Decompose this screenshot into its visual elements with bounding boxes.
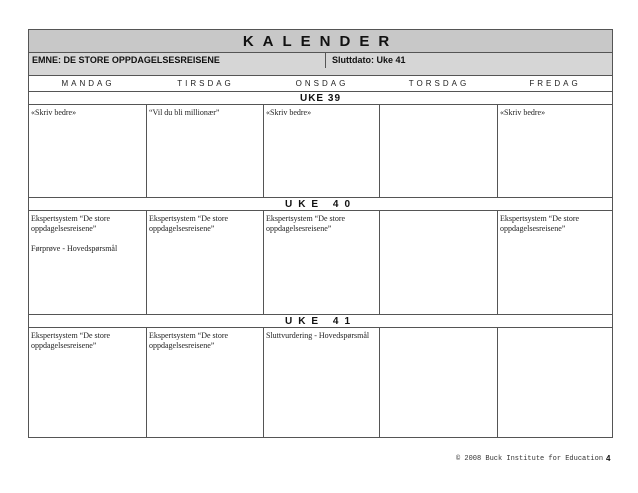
week-row-40 bbox=[29, 211, 612, 315]
week-label-41: UKE 41 bbox=[29, 315, 612, 328]
cell-w40-tuesday: Ekspertsystem “De store oppdagelsesreisene” bbox=[147, 211, 264, 314]
week-row-41 bbox=[29, 328, 612, 437]
cell-w40-friday: Ekspertsystem “De store oppdagelsesreisene” bbox=[500, 214, 580, 233]
calendar-title: KALENDER bbox=[29, 30, 612, 53]
subject-label: EMNE: DE STORE OPPDAGELSESREISENE bbox=[29, 53, 326, 68]
cell-w41-wednesday: Sluttvurdering - Hovedspørsmål bbox=[264, 328, 380, 437]
day-header-wednesday: ONSDAG bbox=[295, 79, 349, 88]
cell-w41-monday: Ekspertsystem “De store oppdagelsesreisene” bbox=[29, 328, 147, 437]
cell-w41-friday bbox=[498, 328, 612, 437]
cell-w40-monday: Ekspertsystem “De store oppdagelsesreisene” Førprøve - Hovedspørsmål bbox=[29, 211, 147, 314]
cell-w41-tuesday: Ekspertsystem “De store oppdagelsesreisene” bbox=[147, 328, 264, 437]
day-header-monday: MANDAG bbox=[61, 79, 115, 88]
cell-w39-monday: «Skriv bedre» bbox=[29, 105, 147, 197]
cell-w41-thursday bbox=[380, 328, 498, 437]
spacer-row bbox=[29, 68, 612, 76]
day-header-friday: FREDAG bbox=[529, 79, 581, 88]
cell-w40-wednesday: Ekspertsystem “De store oppdagelsesreisene” bbox=[264, 211, 380, 314]
cell-w40-monday-extra: Førprøve - Hovedspørsmål bbox=[31, 244, 118, 253]
week-row-39 bbox=[29, 105, 612, 198]
page-number: 4 bbox=[606, 454, 611, 463]
calendar-table bbox=[28, 29, 613, 438]
day-header-tuesday: TIRSDAG bbox=[177, 79, 234, 88]
cell-w39-friday: «Skriv bedre» bbox=[500, 108, 546, 117]
cell-w39-thursday bbox=[380, 105, 498, 197]
weekday-header-row bbox=[29, 76, 612, 92]
deadline-label: Sluttdato: Uke 41 bbox=[326, 53, 612, 68]
cell-w40-thursday bbox=[380, 211, 498, 314]
cell-w39-wednesday: «Skriv bedre» bbox=[264, 105, 380, 197]
subject-bar bbox=[29, 53, 612, 68]
week-label-40: UKE 40 bbox=[29, 198, 612, 211]
week-label-39: UKE 39 bbox=[29, 92, 612, 105]
cell-w39-tuesday: “Vil du bli millionær” bbox=[147, 105, 264, 197]
copyright-footer: © 2008 Buck Institute for Education bbox=[456, 455, 604, 463]
day-header-thursday: TORSDAG bbox=[408, 79, 470, 88]
